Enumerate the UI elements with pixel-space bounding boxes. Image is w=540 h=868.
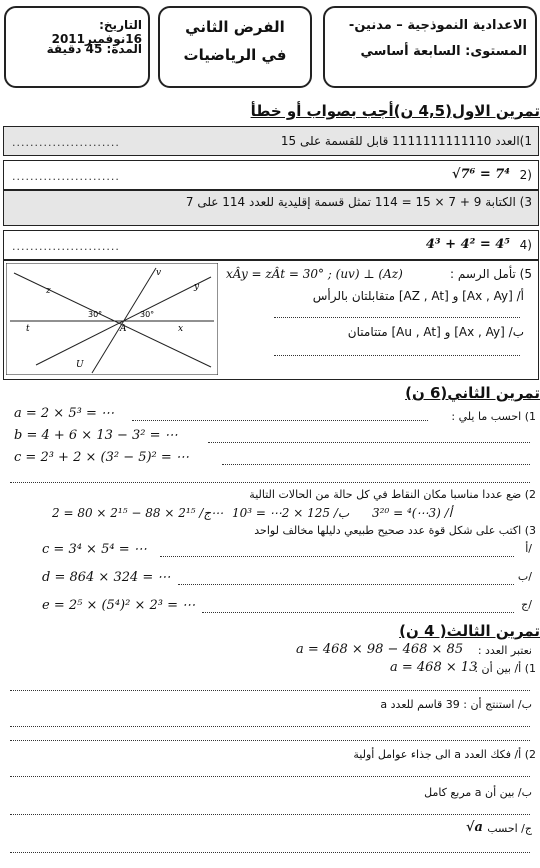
ex2-q1-label: 1) احسب ما يلي : [451, 410, 536, 423]
answer-line [10, 740, 530, 741]
ex1-q5b: ب/ [Ax , Ay] و [Au , At] متتامتان [347, 325, 524, 339]
label-z: z [46, 286, 51, 296]
ex1-q5a: أ/ [Ax , Ay] و [AZ , At] متقابلتان بالرأس [312, 289, 524, 303]
ex3-q1b: ب/ استنتج أن : 39 قاسم للعدد a [380, 698, 532, 711]
answer-line [274, 355, 520, 356]
angle-label-right: 30° [140, 310, 155, 319]
ex3-q2c-label: ج/ احسب [487, 822, 532, 835]
ex1-row-3 [3, 190, 539, 226]
answer-line [10, 482, 530, 483]
answer-line [10, 814, 530, 815]
ex3-q2b: ب/ بين أن a مربع كامل [424, 786, 532, 799]
ex2-q2a: أ/ (3⋯)⁴ = 3²⁰ [372, 506, 452, 520]
ex1-q4-num: 4) [519, 238, 532, 252]
ex3-consider: نعتبر العدد : [477, 644, 532, 657]
exercise-1-title: تمرين الاول(4,5 ن)أجب بصواب أو خطأ [250, 102, 540, 120]
ex1-q3: 3) الكتابة 9 + 7 × 15 = 114 تمثل قسمة إقليدية للعدد 114 على 7 [185, 195, 532, 209]
ex1-row-5 [3, 260, 539, 380]
ex1-row-2 [3, 160, 539, 190]
label-t: t [26, 324, 30, 334]
angles-figure [6, 263, 218, 375]
answer-dots: ........................ [12, 170, 120, 183]
exercise-2-title: تمرين الثاني(6 ن) [405, 384, 540, 402]
ex2-q3-label: 3) اكتب على شكل قوة عدد صحيح طبيعي دليلها مخالف لواحد [254, 524, 536, 537]
ex1-row-4 [3, 230, 539, 260]
answer-line [10, 690, 530, 691]
header-school-box [323, 6, 537, 88]
exercise-3-title: تمرين الثالث( 4 ن) [399, 622, 540, 640]
ex1-q2-math: √7⁶ = 7⁴ [452, 167, 510, 182]
answer-line [132, 420, 428, 421]
label-v: v [156, 268, 162, 278]
answer-line [10, 726, 530, 727]
ex3-q1a-math: a = 468 × 13 [390, 660, 478, 675]
ex1-q4-math: 4³ + 4² = 4⁵ [425, 237, 510, 252]
ex2-q2-label: 2) ضع عددا مناسبا مكان النقاط في كل حالة من الحالات التالية [249, 488, 536, 501]
label-U: U [76, 360, 84, 370]
answer-dots: ........................ [12, 240, 120, 253]
ex3-q2a: 2) أ/ فكك العدد a الى جذاء عوامل أولية [353, 748, 536, 761]
level-label: المستوى: السابعة أساسي [360, 44, 527, 59]
ex3-a-def: a = 468 × 98 − 468 × 85 [296, 642, 464, 657]
ex2-q3a-prefix: أ/ [525, 542, 532, 555]
school-name: الاعدادية النموذجية – مدنين- [348, 18, 527, 33]
ex2-a-expr: a = 2 × 5³ = ⋯ [14, 406, 114, 421]
ex1-q5-text: 5) تأمل الرسم : [450, 267, 532, 281]
answer-line [208, 442, 530, 443]
label-A: A [120, 324, 127, 334]
ex2-c-expr: c = 2³ + 2 × (3² − 5)² = ⋯ [14, 450, 189, 465]
ex2-q3b: d = 864 × 324 = ⋯ [42, 570, 171, 585]
answer-line [222, 464, 530, 465]
duration-label: المدة: 45 دقيقة [46, 42, 142, 56]
test-title: الفرض الثاني [185, 18, 285, 36]
ex1-row-1 [3, 126, 539, 156]
date-label: التاريخ: 16نوفمبر2011 [51, 18, 142, 46]
angle-label-left: 30° [88, 310, 103, 319]
header-title-box [158, 6, 312, 88]
ex2-q3c: e = 2⁵ × (5⁴)² × 2³ = ⋯ [42, 598, 196, 613]
answer-line [178, 584, 514, 585]
ex2-q3b-prefix: ب/ [517, 570, 532, 583]
label-x: x [178, 324, 184, 334]
subject-title: في الرياضيات [183, 46, 287, 64]
answer-line [10, 852, 530, 853]
label-y: y [194, 282, 200, 292]
ex1-q5-math: xÂy = zÂt = 30° ; (uv) ⊥ (Az) [226, 267, 403, 281]
header-date-box [4, 6, 150, 88]
answer-dots: ........................ [12, 136, 120, 149]
ex2-q2c: ج/ 2¹⁵ × 88 − 2¹⁵ × 80 = 2⋯ [52, 506, 224, 520]
answer-line [160, 556, 514, 557]
ex2-q3a: c = 3⁴ × 5⁴ = ⋯ [42, 542, 147, 557]
ex2-q2b: ب/ 125 × 2⋯ = 10³ [232, 506, 350, 520]
ex2-b-expr: b = 4 + 6 × 13 − 3² = ⋯ [14, 428, 178, 443]
ex3-q2c-math: √a [466, 820, 483, 835]
answer-line [202, 612, 514, 613]
answer-line [10, 776, 530, 777]
answer-line [274, 317, 520, 318]
ex3-q1a-label: 1) أ/ بين أن : [474, 662, 536, 675]
ex2-q3c-prefix: ج/ [521, 598, 532, 611]
ex1-q1: 1)العدد 1111111111110 قابل للقسمة على 15 [280, 134, 532, 148]
ex1-q2-num: 2) [519, 168, 532, 182]
